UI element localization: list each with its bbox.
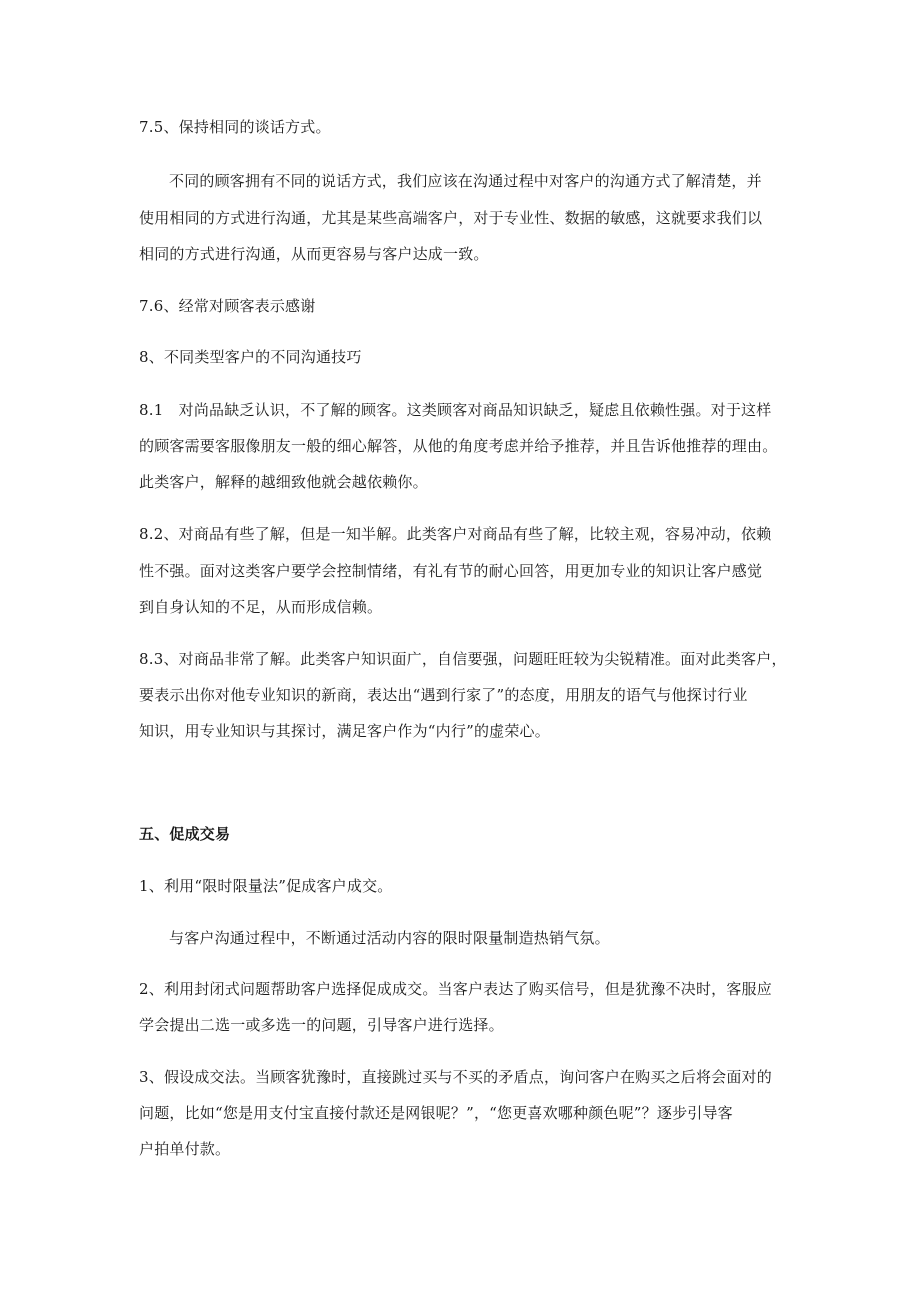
paragraph-line: 性不强。面对这类客户要学会控制情绪，有礼有节的耐心回答，用更加专业的知识让客户感觉 [139, 562, 763, 580]
paragraph-line: 2、利用封闭式问题帮助客户选择促成成交。当客户表达了购买信号，但是犹豫不决时，客服应 [139, 980, 772, 998]
paragraph-line: 户拍单付款。 [139, 1140, 231, 1158]
paragraph-line: 3、假设成交法。当顾客犹豫时，直接跳过买与不买的矛盾点，询问客户在购买之后将会面对的 [139, 1068, 772, 1086]
paragraph-line: 8.3、对商品非常了解。此类客户知识面广，自信要强，问题旺旺较为尖锐精准。面对此类客户， [139, 650, 787, 668]
heading-item-1: 1、利用“限时限量法”促成客户成交。 [139, 877, 393, 895]
paragraph-line: 学会提出二选一或多选一的问题，引导客户进行选择。 [139, 1016, 504, 1034]
heading-7-5: 7.5、保持相同的谈话方式。 [139, 118, 331, 136]
paragraph-line: 知识，用专业知识与其探讨，满足客户作为“内行”的虚荣心。 [139, 722, 550, 740]
heading-8: 8、不同类型客户的不同沟通技巧 [139, 348, 362, 366]
paragraph-line: 相同的方式进行沟通，从而更容易与客户达成一致。 [139, 245, 489, 263]
paragraph-line: 不同的顾客拥有不同的说话方式，我们应该在沟通过程中对客户的沟通方式了解清楚，并 [169, 172, 762, 190]
paragraph-line: 8.2、对商品有些了解，但是一知半解。此类客户对商品有些了解，比较主观，容易冲动，依赖 [139, 525, 772, 543]
heading-7-6: 7.6、经常对顾客表示感谢 [139, 297, 316, 315]
paragraph-line: 此类客户，解释的越细致他就会越依赖你。 [139, 473, 428, 491]
section-heading-5: 五、促成交易 [139, 825, 231, 843]
paragraph-line: 要表示出你对他专业知识的新商，表达出“遇到行家了”的态度，用朋友的语气与他探讨行业 [139, 686, 748, 704]
paragraph-line: 问题，比如“您是用支付宝直接付款还是网银呢？”，“您更喜欢哪种颜色呢”？逐步引导客 [139, 1104, 733, 1122]
paragraph-line: 使用相同的方式进行沟通，尤其是某些高端客户，对于专业性、数据的敏感，这就要求我们以 [139, 209, 763, 227]
paragraph-line: 到自身认知的不足，从而形成信赖。 [139, 598, 383, 616]
paragraph-line: 的顾客需要客服像朋友一般的细心解答，从他的角度考虑并给予推荐，并且告诉他推荐的理由。 [139, 437, 778, 455]
paragraph-line: 与客户沟通过程中，不断通过活动内容的限时限量制造热销气氛。 [169, 929, 610, 947]
paragraph-line: 8.1 对尚品缺乏认识，不了解的顾客。这类顾客对商品知识缺乏，疑虑且依赖性强。对于这样 [139, 401, 772, 419]
